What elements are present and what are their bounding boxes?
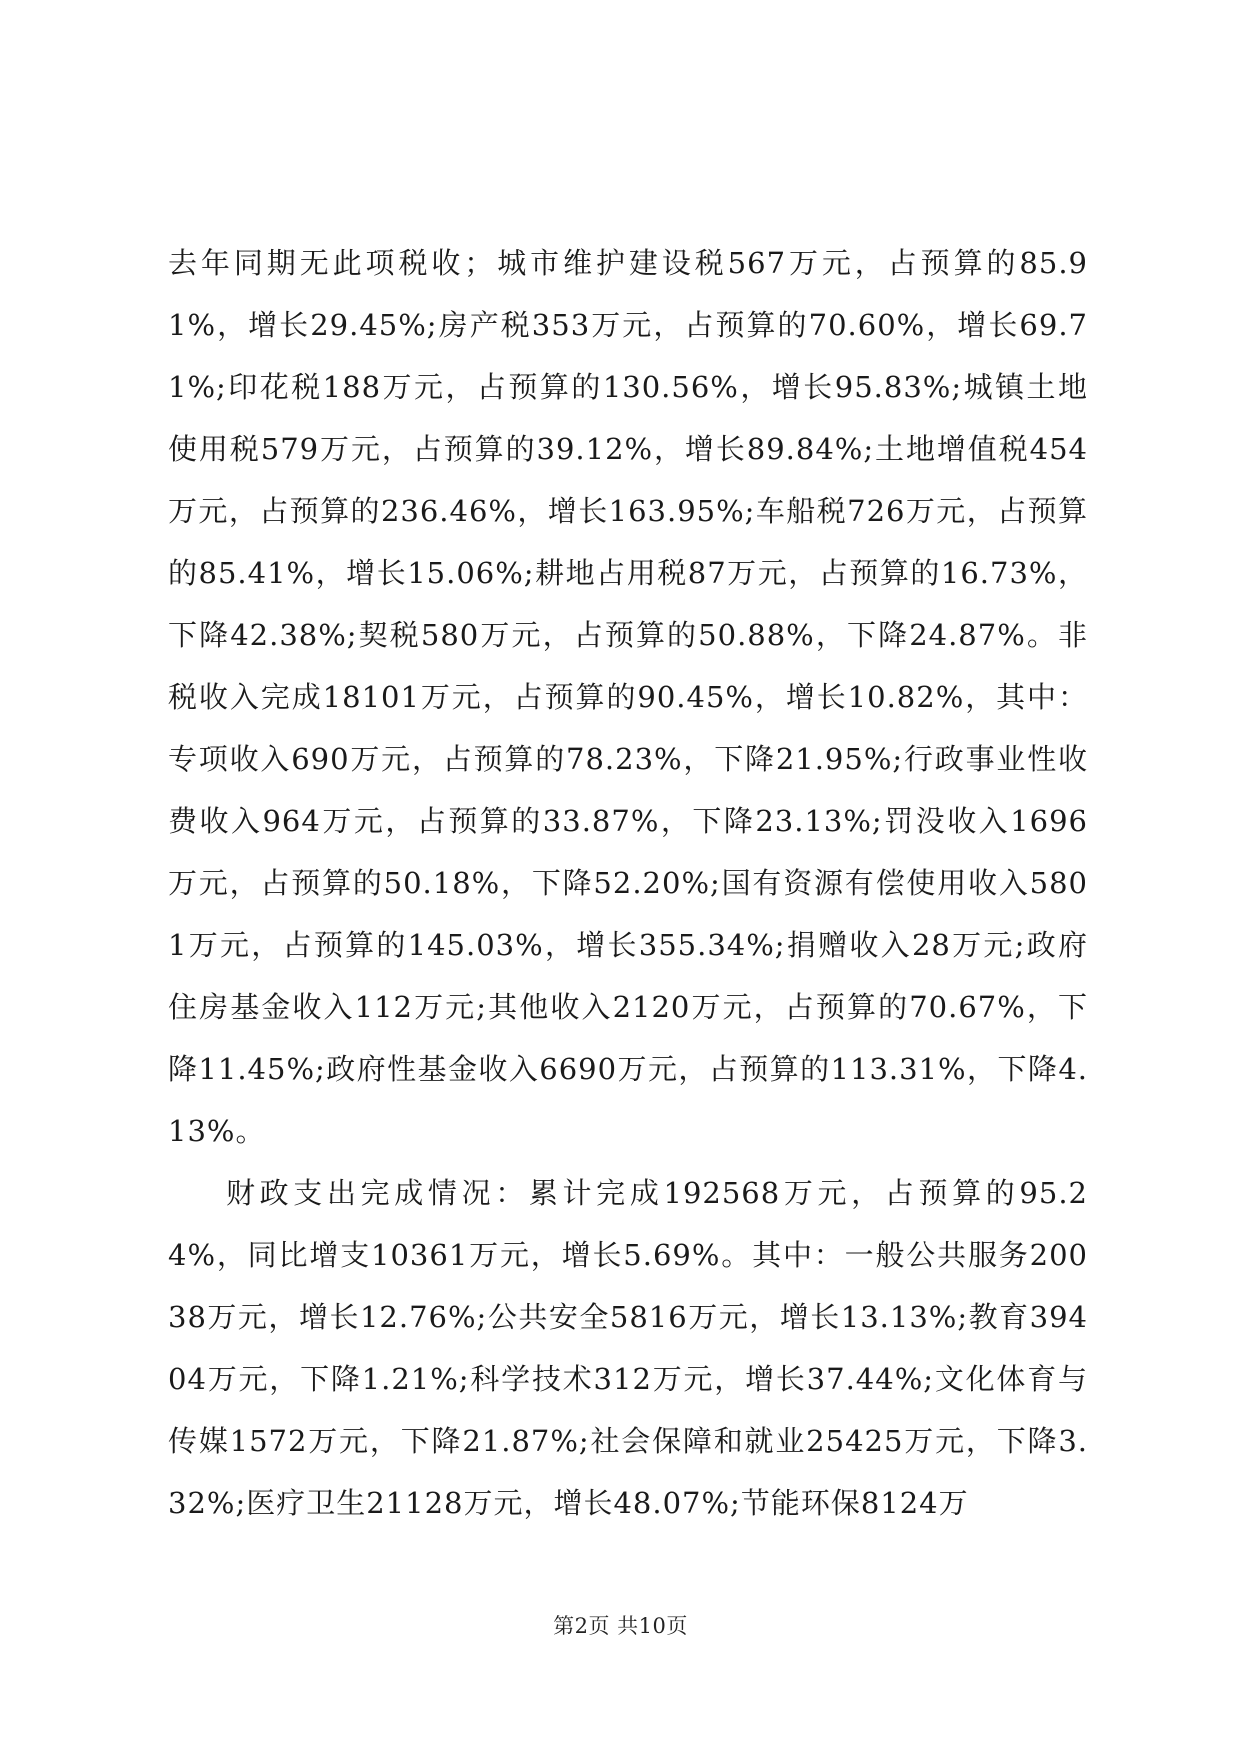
paragraph-fiscal-expenditure: 财政支出完成情况：累计完成192568万元，占预算的95.24%，同比增支10361万元，增长5.69%。其中：一般公共服务20038万元，增长12.76%;公共安全5816万元，增长13.13%;教育39404万元，下降1.21%;科学技术312万元，增长37.44%;文化体育与传媒1572万元，下降21.87%;社会保障和就业25425万元，下降3.32%;医疗卫生21128万元，增长48.07%;节能环保8124万 bbox=[168, 1176, 1088, 1520]
document-body bbox=[168, 232, 1088, 1534]
page-number-footer: 第2页 共10页 bbox=[553, 1614, 688, 1638]
paragraph-tax-revenue: 去年同期无此项税收；城市维护建设税567万元，占预算的85.91%，增长29.45%;房产税353万元，占预算的70.60%，增长69.71%;印花税188万元，占预算的130.56%，增长95.83%;城镇土地使用税579万元，占预算的39.12%，增长89.84%;土地增值税454万元，占预算的236.46%，增长163.95%;车船税726万元，占预算的85.41%，增长15.06%;耕地占用税87万元，占预算的16.73%，下降42.38%;契税580万元，占预算的50.88%，下降24.87%。非税收入完成18101万元，占预算的90.45%，增长10.82%，其中：专项收入690万元，占预算的78.23%，下降21.95%;行政事业性收费收入964万元，占预算的33.87%，下降23.13%;罚没收入1696万元，占预算的50.18%，下降52.20%;国有资源有偿使用收入5801万元，占预算的145.03%，增长355.34%;捐赠收入28万元;政府住房基金收入112万元;其他收入2120万元，占预算的70.67%，下降11.45%;政府性基金收入6690万元，占预算的113.31%，下降4.13%。 bbox=[168, 246, 1088, 1148]
